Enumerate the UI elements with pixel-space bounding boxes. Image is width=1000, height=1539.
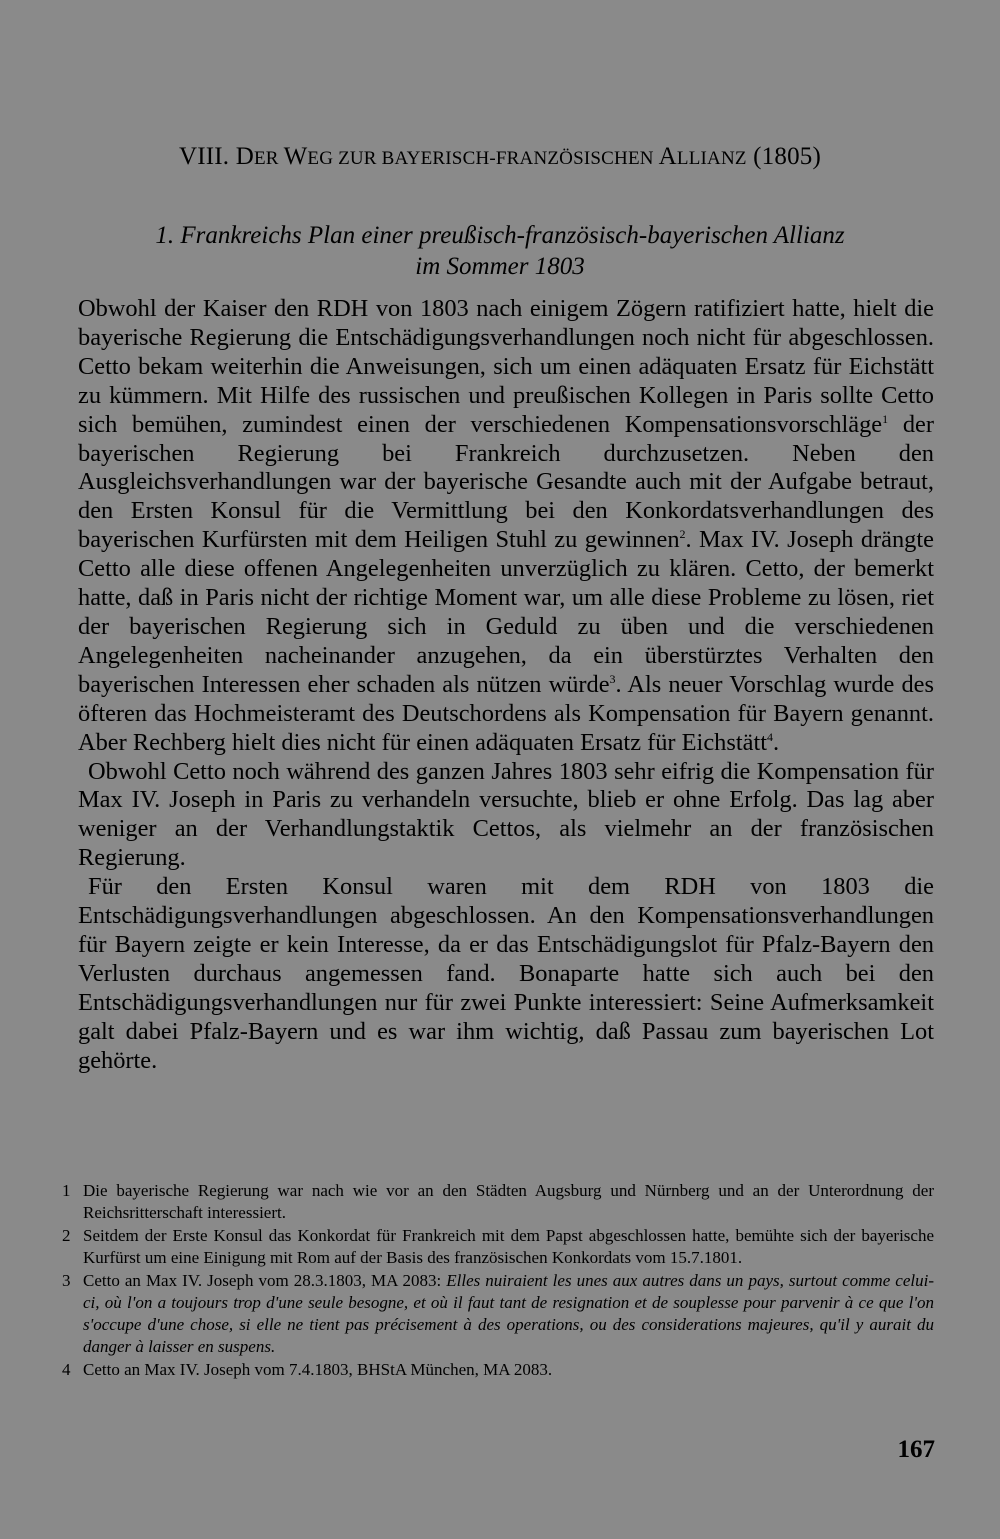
footnote-ref: 2 [679,527,686,542]
footnote-number: 1 [62,1181,71,1200]
paragraph-text: Für den Ersten Konsul waren mit dem RDH von 1803 die Entschädigungsverhandlungen abgeschlossen. An den Kompensationsverhandlungen für Bayern zeigte er kein Interesse, da er das Entschädigungslot für Pfalz-Bayern den Verlusten durchaus angemessen fand. Bonaparte hatte sich auch bei den Entschädigungsverhandlungen nur für zwei Punkte interessiert: Seine Aufmerksamkeit galt dabei Pfalz-Bayern und es war ihm wichtig, daß Passau zum bayerischen Lot gehörte. [78,873,934,1074]
page-number: 167 [897,1436,935,1463]
paragraph-text: Obwohl Cetto noch während des ganzen Jahres 1803 sehr eifrig die Kompensation für Max IV. Joseph in Paris zu verhandeln versuchte, blieb er ohne Erfolg. Das lag aber weniger an der Verhandlungstaktik Cettos, als vielmehr an der französischen Regierung. [78,757,934,872]
paragraph-text: . Max IV. Joseph drängte Cetto alle diese offenen Angelegenheiten unverzüglich zu klären. Cetto, der bemerkt hatte, daß in Paris nicht der richtige Moment war, um alle diese Probleme zu lösen, riet der bayerischen Regierung sich in Geduld zu üben und die verschiedenen Angelegenheiten nacheinander anzugehen, da ein überstürztes Verhalten den bayerischen Interessen eher schaden als nützen würde [78,526,934,698]
chapter-numeral: VIII. [178,143,230,170]
chapter-title [60,143,940,171]
footnote-number: 4 [62,1360,71,1379]
footnote-text [83,1225,934,1269]
chapter-title-text [236,143,821,170]
footnote [62,1359,934,1381]
chapter-title-part: ER [253,148,284,169]
footnote [62,1180,934,1224]
footnote-text [83,1359,934,1381]
footnote-ref: 1 [882,411,889,426]
footnote [62,1225,934,1269]
footnote-segment: Die bayerische Regierung war nach wie vor an den Städten Augsburg und Nürnberg und an der Unterordnung der Reichsritterschaft interessiert. [83,1181,934,1222]
paragraph-text: Obwohl der Kaiser den RDH von 1803 nach einigem Zögern ratifiziert hatte, hielt die bayerische Regierung die Entschädigungsverhandlungen noch nicht für abgeschlossen. Cetto bekam weiterhin die Anweisungen, sich um einen adäquaten Ersatz für Eichstätt zu kümmern. Mit Hilfe des russischen und preußischen Kollegen in Paris sollte Cetto sich bemühen, zumindest einen der verschiedenen Kompensationsvorschläge [78,295,934,438]
section-title-line-1: 1. Frankreichs Plan einer preußisch-französisch-bayerischen Allianz [155,222,845,249]
footnote-quote: Elles nuiraient les unes aux autres dans un pays, surtout comme celui-ci, où l'on a toujours trop d'une seule besogne, et où il faut tant de resignation et de souplesse pour parvenir à ce que l'on s'occupe d'une chose, si elle ne tient pas précisement à des operations, ou des considerations majeures, qu'il y aurait du danger à laisser en suspens. [83,1271,934,1356]
section-title-line-2: im Sommer 1803 [415,253,585,280]
chapter-title-part: (1805) [746,143,822,170]
footnote-number: 2 [62,1226,71,1245]
body-paragraph [78,873,934,1075]
body-paragraph [78,758,934,874]
paragraph-text: . [773,728,780,756]
footnote-ref: 3 [609,671,616,686]
footnotes [62,1180,934,1382]
chapter-title-part: A [658,143,677,170]
footnote-text [83,1270,934,1358]
footnote-segment: Cetto an Max IV. Joseph vom 7.4.1803, BHStA München, MA 2083. [83,1360,553,1379]
paragraph-text: der bayerischen Regierung bei Frankreich durchzusetzen. Neben den Ausgleichsverhandlungen war der bayerische Gesandte auch mit der Aufgabe betraut, den Ersten Konsul für die Vermittlung bei den Konkordatsverhandlungen des bayerischen Kurfürsten mit dem Heiligen Stuhl zu gewinnen [78,410,934,554]
footnote-text [83,1180,934,1224]
body-paragraph [78,295,934,758]
chapter-title-part: LLIANZ [676,148,747,169]
footnote [62,1270,934,1358]
chapter-title-part: D [235,143,254,170]
footnote-segment: Seitdem der Erste Konsul das Konkordat für Frankreich mit dem Papst abgeschlossen hatte, bemühte sich der bayerische Kurfürst um eine Einigung mit Rom auf der Basis des französischen Konkordats vom 15.7.1801. [83,1226,934,1267]
footnote-number: 3 [62,1271,71,1290]
chapter-title-part: W [283,143,308,170]
body-text [78,295,934,1075]
footnote-segment: Cetto an Max IV. Joseph vom 28.3.1803, MA 2083: [83,1271,447,1290]
section-title [80,220,920,282]
paragraph-text: . Als neuer Vorschlag wurde des öfteren das Hochmeisteramt des Deutschordens als Kompensation für Bayern genannt. Aber Rechberg hielt dies nicht für einen adäquaten Ersatz für Eichstätt [78,670,934,756]
footnote-ref: 4 [767,729,773,744]
chapter-title-part: EG ZUR BAYERISCH-FRANZÖSISCHEN [307,148,659,169]
